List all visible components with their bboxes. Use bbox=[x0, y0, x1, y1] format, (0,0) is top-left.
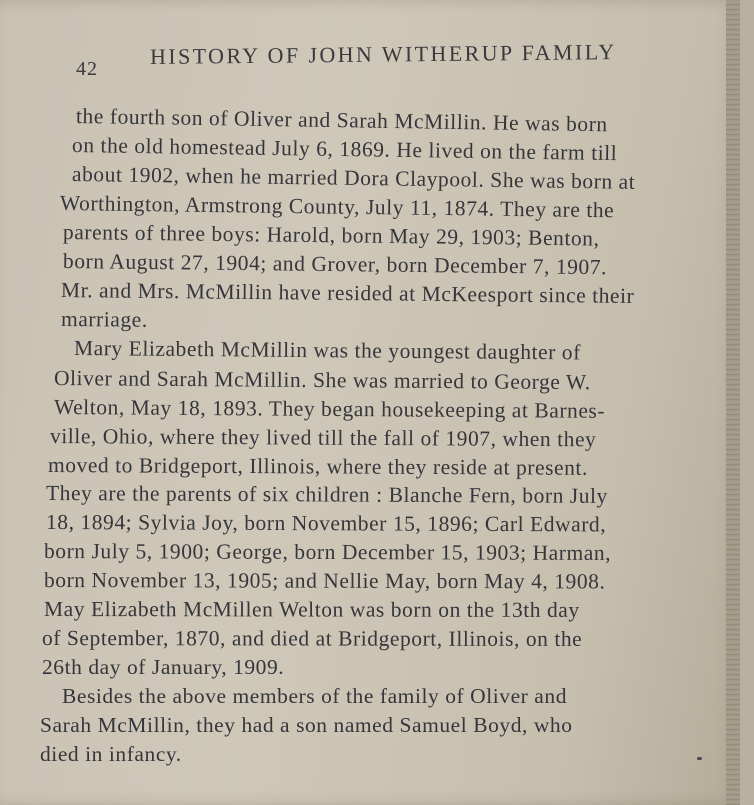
text-line: Mary Elizabeth McMillin was the youngest daughter of bbox=[73, 336, 581, 365]
text-line: 26th day of January, 1909. bbox=[42, 655, 285, 679]
text-line: born August 27, 1904; and Grover, born December 7, 1907. bbox=[62, 249, 608, 280]
text-line: Besides the above members of the family of Oliver and bbox=[62, 684, 567, 708]
text-line: the fourth son of Oliver and Sarah McMillin. He was born bbox=[75, 104, 608, 137]
text-line: Worthington, Armstrong County, July 11, 1874. They are the bbox=[59, 191, 615, 223]
running-head: HISTORY OF JOHN WITHERUP FAMILY bbox=[149, 39, 617, 69]
text-line: of September, 1870, and died at Bridgeport, Illinois, on the bbox=[41, 626, 583, 651]
text-line: born November 13, 1905; and Nellie May, born May 4, 1908. bbox=[43, 568, 606, 594]
text-line: Mr. and Mrs. McMillin have resided at McKeesport since their bbox=[60, 278, 635, 309]
text-line: about 1902, when he married Dora Claypool. She was born at bbox=[71, 162, 636, 194]
text-line: They are the parents of six children : Blanche Fern, born July bbox=[45, 481, 608, 508]
page-number: 42 bbox=[76, 58, 98, 80]
text-line: moved to Bridgeport, Illinois, where they reside at present. bbox=[47, 453, 588, 480]
text-line: marriage. bbox=[60, 307, 148, 332]
text-line: 18, 1894; Sylvia Joy, born November 15, 1896; Carl Edward, bbox=[45, 510, 607, 537]
text-line: Oliver and Sarah McMillin. She was married to George W. bbox=[53, 366, 591, 395]
text-line: Welton, May 18, 1893. They began housekeeping at Barnes- bbox=[53, 395, 606, 423]
text-line: parents of three boys: Harold, born May 29, 1903; Benton, bbox=[62, 220, 600, 251]
text-line: May Elizabeth McMillen Welton was born on the 13th day bbox=[43, 597, 580, 622]
page-edge bbox=[726, 0, 740, 805]
ink-speck bbox=[697, 757, 702, 760]
text-line: Sarah McMillin, they had a son named Samuel Boyd, who bbox=[40, 713, 573, 737]
text-line: born July 5, 1900; George, born December 15, 1903; Harman, bbox=[43, 539, 612, 565]
text-line: died in infancy. bbox=[40, 742, 182, 766]
text-line: ville, Ohio, where they lived till the fall of 1907, when they bbox=[49, 424, 597, 452]
text-line: on the old homestead July 6, 1869. He lived on the farm till bbox=[71, 133, 618, 166]
page-header bbox=[76, 40, 716, 80]
